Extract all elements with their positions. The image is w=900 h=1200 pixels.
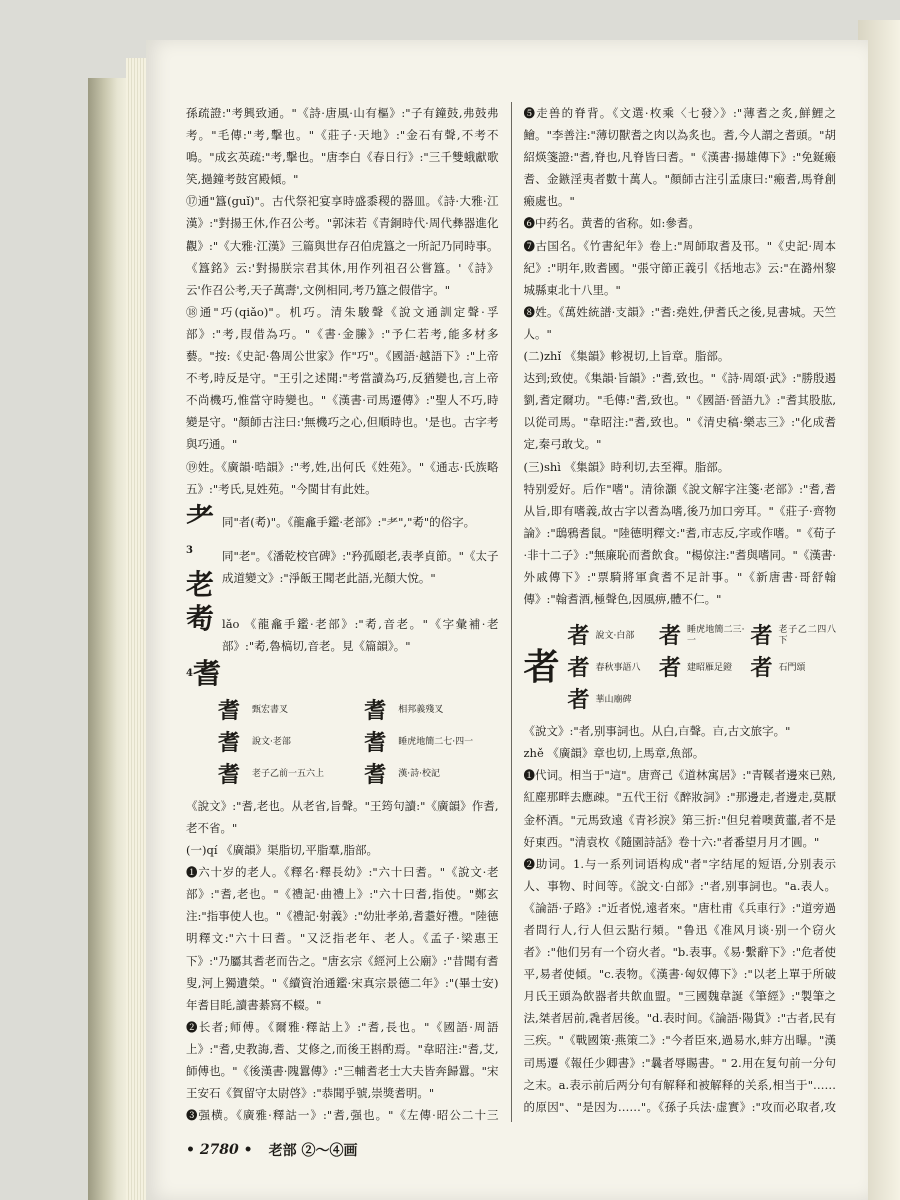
- entry-headword-block: [186, 602, 499, 657]
- paragraph: 《說文》:"者,别事詞也。从白,𣅀聲。𣅀,古文旅字。": [523, 724, 791, 739]
- glyph-source: 老子乙二四八下: [778, 625, 837, 647]
- glyph-source: 春秋事語八: [595, 662, 641, 673]
- glyph-source: 石門頌: [778, 662, 806, 673]
- page-stack-edge: [126, 58, 148, 1200]
- ancient-glyph: 耆: [217, 761, 240, 788]
- paragraph: ❷长者;师傅。《爾雅·釋詁上》:"耆,長也。"《國語·周語上》:"耆,史教誨,耆、艾修之,而後王斟酌焉。"韋昭注:"耆,艾,師傅也。"《後漢書·隗囂傳》:"三輔耆老士大夫皆奔歸囂。"宋王安石《賀留守太尉啓》:"恭聞乎號,崇獎耆明。": [186, 1019, 499, 1101]
- ancient-glyph: 耆: [364, 729, 387, 756]
- entry-text: lǎo 《龍龕手鑑·老部》:"耇,音老。"《字彙補·老部》:"耇,魯槁切,音老。見《篇韻》。": [222, 616, 499, 653]
- ancient-glyph-forms: [568, 622, 837, 714]
- paragraph: ❶六十岁的老人。《釋名·釋長幼》:"六十曰耆。"《說文·老部》:"耆,老也。"《禮記·曲禮上》:"六十曰耆,指使。"鄭玄注:"指事使人也。"《禮記·射義》:"幼壯孝弟,耆耋好禮。"陸德明釋文:"六十曰耆。"又泛指老年、老人。《孟子·梁惠王下》:"乃屬其耆老而告之。"唐玄宗《經河上公廟》:"昔聞有耆叟,河上獨遺榮。"《續資治通鑑·宋真宗景德二年》:"(畢士安)年耆目眊,讀書綦寫不輟。": [186, 865, 499, 1012]
- glyph-source: 說文·白部: [595, 630, 635, 641]
- headword: 者: [523, 646, 560, 689]
- entry-text: 同"者(耇)"。《龍龕手鑑·老部》:"耂","耇"的俗字。: [222, 514, 476, 529]
- glyph-source: 相邦義殘叉: [398, 705, 444, 716]
- glyph-source: 建昭雁足鐙: [687, 662, 733, 673]
- glyph-source: 說文·老部: [252, 737, 291, 748]
- paragraph: ❽姓。《萬姓統譜·支韻》:"耆:堯姓,伊耆氏之後,見書城。天竺人。": [523, 304, 837, 341]
- entry-headword-block: [186, 534, 499, 602]
- paragraph: ⑲姓。《廣韻·晧韻》:"考,姓,出何氏《姓苑》。"《通志·氏族略五》:"考氏,見姓苑。"今閩甘有此姓。: [186, 459, 499, 496]
- section-label: 老部 ②～④画: [268, 1143, 358, 1159]
- ancient-glyph: 耆: [364, 761, 387, 788]
- paragraph: ⑱通"巧(qiǎo)"。机巧。清朱駿聲《說文通訓定聲·孚部》:"考,叚借為巧。"《書·金縢》:"予仁若考,能多材多藝。"按:《史記·魯周公世家》作"巧"。《國語·越語下》:"上帝不考,時反是守。"王引之述聞:"考當讀為巧,反猶變也,言上帝不尚機巧,惟當守時變也。"《漢書·司馬遷傳》:"聖人不巧,時變是守。"顏師古注曰:'無機巧之心,但順時也。'是也。古字考與巧通。": [186, 304, 499, 452]
- paragraph: ❶代词。相当于"這"。唐齊己《道林寓居》:"青鞵者邊來已熟,紅塵那畔去應疎。"五代王衍《醉妝詞》:"那邊走,者邊走,莫厭金杯酒。"元馬致遠《青衫淚》第三折:"但兒着噢黄虀,者不是好東西。"清袁枚《隨園詩話》卷十六:"者番望月月才圓。": [523, 768, 837, 849]
- paragraph: ⑰通"簋(guǐ)"。古代祭祀宴享時盛黍稷的器皿。《詩·大雅·江漢》:"對揚王休,作召公考。"郭沫若《青銅時代·周代彝器進化觀》:"《大雅·江漢》三篇與世存召伯虎簋之一所記乃同時事。《簋銘》云:'對揚朕宗君其休,用作列祖召公嘗簋。'《詩》云'作召公考,天子萬壽',文例相同,考乃簋之假借字。": [186, 194, 499, 297]
- stroke-count: 4: [186, 667, 193, 679]
- headword-char: 耆: [192, 656, 221, 690]
- paragraph: (三)shì 《集韻》時利切,去至禪。脂部。: [523, 459, 730, 474]
- right-column: [524, 102, 837, 1122]
- ancient-glyph-forms: [212, 697, 499, 789]
- left-column: [186, 102, 499, 1122]
- paragraph: ❺走兽的脊背。《文選·枚乘〈七發〉》:"薄耆之炙,鮮鯉之鱠。"李善注:"薄切獸耆之肉以為炙也。耆,今人謂之耆頭。"胡紹煐箋證:"耆,脊也,凡脊皆曰耆。"《漢書·揚雄傳下》:"免鋋瘢耆、金鏃淫夷者數十萬人。"顏師古注引孟康曰:"瘢耆,馬脊創瘢處也。": [523, 106, 837, 209]
- glyph-source: 睡虎地簡二三·一: [687, 625, 745, 647]
- ancient-glyph: 耆: [217, 697, 240, 724]
- dictionary-page: [146, 40, 868, 1200]
- headword-char: 老: [186, 567, 215, 601]
- entry-text: 同"老"。《潘乾校官碑》:"矜孤頤老,表孝貞節。"《太子成道變文》:"淨飯王聞老此語,光顏大悅。": [222, 548, 499, 585]
- paragraph: (二)zhǐ 《集韻》軫視切,上旨章。脂部。: [523, 349, 730, 364]
- ancient-glyph: 耆: [217, 729, 240, 756]
- glyph-source: 華山廟碑: [595, 694, 632, 705]
- headword: 耇: [186, 601, 215, 635]
- entry-headword-block: [186, 500, 499, 534]
- ancient-glyph: 者: [567, 655, 590, 682]
- glyph-source: 睡虎地簡二七·四一: [398, 737, 474, 748]
- text-columns: [186, 102, 836, 1122]
- entry-headword-block: [524, 614, 837, 720]
- ancient-glyph: 者: [567, 687, 590, 714]
- book-edge: [88, 78, 130, 1200]
- paragraph: 孫疏證:"考興致通。"《詩·唐風·山有樞》:"子有鐘鼓,弗鼓弗考。"毛傳:"考,擊也。"《莊子·天地》:"金石有聲,不考不鳴。"成玄英疏:"考,擊也。"唐李白《春日行》:"三千雙蛾獻歌笑,撾鐘考鼓宮殿傾。": [186, 106, 499, 187]
- paragraph: (一)qí 《廣韻》渠脂切,平脂羣,脂部。: [186, 843, 378, 858]
- ancient-glyph: 者: [659, 655, 682, 682]
- ancient-glyph: 者: [659, 623, 682, 650]
- ancient-glyph: 者: [567, 623, 590, 650]
- paragraph: 特别爱好。后作"嗜"。清徐灝《說文解字注箋·老部》:"耆,耆从旨,即有嗜義,故古字以耆為嗜,後乃加口旁耳。"《莊子·齊物論》:"鴟鴉耆鼠。"陸德明釋文:"耆,市志反,字或作嗜。"《荀子·非十二子》:"無廉恥而耆飲食。"楊倞注:"耆與嗜同。"《漢書·外戚傳下》:"票騎將軍貪耆不足計事。"《新唐書·哥舒翰傳》:"翰耆酒,極聲色,因風痹,體不仁。": [523, 481, 837, 607]
- ancient-glyph: 耆: [364, 697, 387, 724]
- glyph-source: 甄宏書叉: [252, 705, 289, 716]
- glyph-source: 漢·詩·校記: [398, 769, 440, 780]
- paragraph: ❷助词。1.与一系列词语构成"者"字结尾的短语,分别表示人、事物、时间等。《說文·白部》:"者,别事詞也。"a.表人。《論語·子路》:"近者悦,遠者來。"唐杜甫《兵車行》:"道旁過者問行人,行人但云點行頻。"鲁迅《准风月谈·别一个窃火者》:"他们另有一个窃火者。"b.表事。《易·繫辭下》:"危者使平,易者使傾。"c.表物。《漢書·匈奴傳下》:"以老上單于所破月氏王頭為飲器者共飲血盟。"三國魏韋誕《筆經》:"製筆之法,桀者居前,毳者居後。"d.表时间。《論語·陽貨》:"古者,民有三疾。"《戰國策·燕策二》:"今者臣來,過易水,蚌方出曝。"漢司馬遷《報任少卿書》:"曩者辱賜書。" 2.用在复句前一分句之末。a.表示前后两分句有解释和被解释的关系,相当于"……的原因"、"是因为……"。《孫子兵法·虚實》:"攻而必取者,攻: [523, 856, 837, 1114]
- paragraph: ❼古国名。《竹書紀年》卷上:"周師取耆及邗。"《史記·周本紀》:"明年,敗耆國。"張守節正義引《括地志》云:"在潞州黎城縣東北十八里。": [523, 238, 837, 297]
- page-footer: [186, 1138, 836, 1162]
- stroke-count: 3: [186, 544, 193, 556]
- headword: [186, 657, 221, 691]
- paragraph: zhě 《廣韻》章也切,上馬章,魚部。: [523, 746, 705, 761]
- headword: [186, 534, 214, 602]
- ancient-glyph: 者: [750, 623, 773, 650]
- paragraph: ❸强横。《廣雅·釋詁一》:"耆,强也。"《左傳·昭公二十三: [186, 1108, 499, 1122]
- paragraph: 《說文》:"耆,老也。从老省,旨聲。"王筠句讀:"《廣韻》作耆,老不省。": [186, 798, 499, 835]
- entry-headword-block: [186, 657, 499, 691]
- column-divider: [511, 102, 512, 1122]
- paragraph: 达到;致使。《集韻·旨韻》:"耆,致也。"《詩·周頌·武》:"勝殷遏劉,耆定爾功。"毛傳:"耆,致也。"《國語·晉語九》:"耆其股肱,以從司馬。"韋昭注:"耆,致也。"《清史稿·樂志三》:"化成耆定,秦弓敢戈。": [523, 371, 837, 452]
- glyph-source: 老子乙前一五六上: [252, 769, 325, 780]
- paragraph: ❻中药名。黄耆的省称。如:參耆。: [523, 216, 700, 231]
- ancient-glyph: 者: [750, 655, 773, 682]
- page-number: • 2780 •: [186, 1142, 253, 1158]
- headword: 耂: [186, 499, 215, 533]
